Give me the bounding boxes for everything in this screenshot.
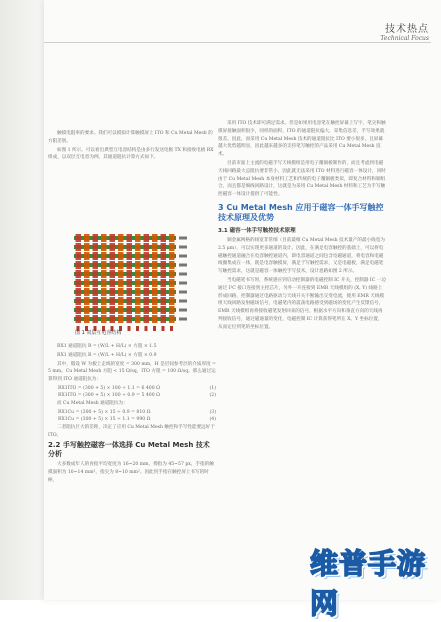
row-label-mark	[179, 318, 187, 321]
rx-electrode-cell	[76, 279, 82, 287]
equation	[48, 385, 216, 393]
rx-electrode-cell	[169, 297, 175, 305]
rx-electrode-cell	[144, 270, 150, 278]
row-label-mark	[179, 237, 187, 240]
paragraph: 二者阻抗巨大的差距，决定了应用 Cu Metal Mesh 触控和手写性能要远好于 ITO。	[48, 424, 215, 438]
rx-electrode-cell	[110, 306, 116, 314]
rx-electrode-cell	[93, 297, 99, 305]
rx-electrode-cell	[93, 234, 99, 242]
rx-electrode-cell	[93, 261, 99, 269]
column-label-mark	[136, 326, 139, 331]
rx-electrode-cell	[135, 234, 141, 242]
rx-electrode-cell	[144, 243, 150, 251]
rx-electrode-cell	[152, 297, 158, 305]
paragraph: 铜金属网格的线宽非常细（目前最细 Cu Metal Mesh 技术量产的最小线宽为 2.5 μm），可以实现更多通道的设计。因此，在满足电容触控的基础上，可以将电磁触控通道融合在电容触控通道内，即电容通道之间包含电磁通道，将电容和电磁线圈集成在一体，既是电容触摸屏，满足于写触控需求，又是电磁板，满足电磁笔写触控需求，这就是磁容一体触控手写技术，设计思路如图 2 所示。	[218, 237, 385, 275]
rx-electrode-cell	[101, 315, 107, 323]
rx-electrode-cell	[161, 243, 167, 251]
rx-electrode-cell	[127, 252, 133, 260]
paragraph: 当电磁笔书写时，系统感应到启动控制器的电磁控制 IC 开关，控制器 IC 一边通过 I²C 接口连接到主控芯片，另外一开连接到 EMR 天线模组的 (X, Y) 线路上形成回路，控制器通过电路驱动与天线开关不断输出交变电流，使用 EMR 天线模组天线回路发射磁场信号，电磁笔内的震荡电路感受到磁场的变化产生反馈信号，EMR 天线模组再将接收磁笔发射回来的信号，根据水平方向和垂直方向的天线再判接收信号，通过磁通量的变化，电磁控制 IC 计算获得笔所在 X、Y 坐标位置，从而定位到笔的坐标位置。	[218, 277, 386, 330]
rx-electrode-cell	[127, 234, 133, 242]
rx-electrode-cell	[152, 261, 158, 269]
rx-electrode-cell	[135, 288, 141, 296]
rx-electrode-cell	[161, 252, 167, 260]
row-label-mark	[179, 291, 187, 294]
rx-electrode-cell	[118, 288, 124, 296]
rx-electrode-cell	[118, 261, 124, 269]
rx-electrode-cell	[84, 306, 90, 314]
equation-number: (1)	[209, 385, 216, 391]
rx-electrode-cell	[127, 288, 133, 296]
rx-electrode-cell	[118, 297, 124, 305]
rx-electrode-cell	[152, 279, 158, 287]
rx-electrode-cell	[110, 297, 116, 305]
rx-electrode-cell	[93, 315, 99, 323]
rx-electrode-cell	[152, 270, 158, 278]
equation-number: (3)	[209, 409, 216, 415]
equation-number: (4)	[209, 417, 216, 423]
rx-electrode-cell	[144, 252, 150, 260]
paragraph: 其中，假设 W 为板上走线的宽度 = 300 mm，H 是层间参考层的介质厚度 = 5 mm。Cu Metal Mesh 方阻 < 15 Ω/sq，ITO 方阻 = 100 Ω/sq。那么通过运算得到 ITO 通道阻抗为：	[48, 361, 216, 383]
rx-electrode-cell	[169, 243, 175, 251]
rx-electrode-cell	[110, 243, 116, 251]
row-label-mark	[179, 246, 187, 249]
rx-electrode-cell	[76, 288, 82, 296]
rx-electrode-cell	[161, 279, 167, 287]
rx-electrode-cell	[152, 243, 158, 251]
rx-electrode-cell	[110, 270, 116, 278]
rx-electrode-cell	[118, 234, 124, 242]
rx-electrode-cell	[93, 270, 99, 278]
rx-electrode-cell	[110, 315, 116, 323]
paragraph: 采用 ITO 技术即可满足需求。但是如果用电容笔在触控屏幕上写字，笔尖和触摸屏接触面积很少，同样的面积，ITO 的通道阻抗偏大，采集信息差，手写效果就很差。因此，而采用 Cu Metal Mesh 技术的通道阻抗比 ITO 要小很多，且屏幕越大优势越明显，因此越来越多的支持笔写触控的产品采用 Cu Metal Mesh 技术。	[218, 121, 386, 158]
rx-electrode-cell	[161, 261, 167, 269]
rx-electrode-cell	[152, 234, 158, 242]
rx-electrode-cell	[169, 288, 175, 296]
left-column	[48, 130, 216, 163]
rx-electrode-cell	[161, 288, 167, 296]
rx-electrode-cell	[84, 315, 90, 323]
rx-electrode-cell	[152, 315, 158, 323]
row-label-mark	[179, 309, 187, 312]
rx-electrode-cell	[76, 252, 82, 260]
rx-electrode-cell	[110, 288, 116, 296]
header-rule	[44, 42, 431, 43]
paragraph: 触摸电阻率的要求。我们可以模拟计算触摸屏上 ITO 和 Cu Metal Mesh 的方阻差别。	[48, 131, 213, 144]
rx-electrode-cell	[84, 279, 90, 287]
header-subtitle: Technical Focus	[380, 35, 429, 42]
subsection-heading: 3.1 磁容一体手写触控技术原理	[218, 227, 296, 234]
watermark-logo: 维普手游网	[310, 547, 427, 620]
rx-electrode-cell	[118, 315, 124, 323]
row-label-mark	[179, 273, 187, 276]
rx-electrode-cell	[101, 288, 107, 296]
rx-electrode-cell	[144, 234, 150, 242]
rx-electrode-cell	[84, 252, 90, 260]
header-title: 技术热点	[385, 24, 429, 35]
rx-electrode-cell	[135, 252, 141, 260]
rx-electrode-cell	[76, 270, 82, 278]
column-label-mark	[162, 326, 165, 331]
rx-electrode-cell	[169, 234, 175, 242]
rx-electrode-cell	[169, 279, 175, 287]
rx-electrode-cell	[127, 270, 133, 278]
rx-electrode-cell	[110, 261, 116, 269]
left-column-lower	[48, 343, 216, 486]
rx-electrode-cell	[161, 297, 167, 305]
equation	[48, 392, 216, 400]
rx-electrode-cell	[144, 288, 150, 296]
rx-electrode-cell	[127, 297, 133, 305]
section-heading: 3 Cu Metal Mesh 应用于磁容一体手写触控技术原理及优势	[218, 202, 384, 222]
rx-electrode-cell	[127, 315, 133, 323]
row-label-mark	[179, 300, 187, 303]
row-label-mark	[179, 255, 187, 258]
rx-electrode-cell	[144, 279, 150, 287]
rx-electrode-cell	[135, 297, 141, 305]
rx-electrode-cell	[118, 243, 124, 251]
rx-electrode-cell	[118, 306, 124, 314]
rx-electrode-cell	[135, 261, 141, 269]
rx-electrode-cell	[127, 306, 133, 314]
equation	[48, 409, 216, 417]
rx-electrode-cell	[169, 306, 175, 314]
rx-electrode-cell	[144, 297, 150, 305]
rx-electrode-cell	[127, 279, 133, 287]
equation-expr: RX1Cu = (300 + 5) × 15 ÷ 0.9 = 810 Ω	[58, 409, 151, 415]
rx-electrode-cell	[118, 270, 124, 278]
rx-electrode-cell	[101, 306, 107, 314]
figure-caption: 图 1 双层互电容结构	[75, 330, 122, 336]
rx-electrode-cell	[135, 243, 141, 251]
rx-electrode-cell	[101, 243, 107, 251]
equation-expr: RX1ITO = (300 + 5) × 100 ÷ 1.1 = 6 400 Ω	[58, 385, 160, 391]
rx-electrode-cell	[84, 297, 90, 305]
rx-electrode-cell	[84, 270, 90, 278]
rx-electrode-cell	[76, 243, 82, 251]
equation-expr: RX1Cu = (300 + 5) × 15 ÷ 1.1 = 990 Ω	[58, 417, 151, 423]
rx-electrode-cell	[110, 279, 116, 287]
paragraph: 而 Cu Metal Mesh 通道阻抗为：	[57, 400, 128, 406]
rx-electrode-cell	[101, 297, 107, 305]
rx-electrode-cell	[84, 261, 90, 269]
rx-electrode-cell	[152, 252, 158, 260]
column-label-mark	[128, 326, 131, 331]
rx-electrode-cell	[144, 315, 150, 323]
paragraph: 大多数成年人的食指平均宽度为 16~20 mm，拇指为 45~57 px，手指的触摸面积为 10~14 mm²，指尖为 8~10 mm²。因此用手指在触控屏上书写的时候，	[48, 462, 214, 483]
rx-electrode-cell	[118, 279, 124, 287]
rx-electrode-cell	[169, 252, 175, 260]
rx-electrode-cell	[169, 270, 175, 278]
rx-electrode-cell	[118, 252, 124, 260]
row-label-mark	[179, 264, 187, 267]
rx-electrode-cell	[101, 270, 107, 278]
rx-electrode-cell	[152, 288, 158, 296]
rx-electrode-cell	[101, 252, 107, 260]
rx-electrode-cell	[152, 306, 158, 314]
rx-electrode-cell	[93, 306, 99, 314]
rx-electrode-cell	[135, 306, 141, 314]
rx-electrode-cell	[135, 279, 141, 287]
running-header	[380, 20, 429, 42]
rx-electrode-cell	[76, 261, 82, 269]
rx-electrode-cell	[76, 234, 82, 242]
rx-electrode-cell	[161, 234, 167, 242]
rx-electrode-cell	[93, 243, 99, 251]
rx-electrode-cell	[93, 279, 99, 287]
rx-electrode-cell	[161, 306, 167, 314]
paragraph: RX1 通道阻抗 R = (W/L + H/L) × 方阻 × 0.9	[57, 352, 157, 358]
rx-electrode-cell	[144, 261, 150, 269]
rx-electrode-cell	[76, 306, 82, 314]
rx-electrode-cell	[76, 297, 82, 305]
column-label-mark	[153, 326, 156, 331]
paragraph: 目前市面上主流的电磁手写天线模组是用电子覆铜板制作的，而且考虑到电磁天线回路最大总阻抗要非常小，因此就无法采用 ITO 材料进行磁容一体设计，同时由于 Cu Metal Mesh 本身材料工艺和传统的电子覆铜板类似，即复合材料和铜组合，而且都是细线回路设计，这就是为采用 Cu Metal Mesh 材料和工艺为手写触控磁容一体设计提供了可能性。	[218, 160, 386, 198]
equation-expr: RX1ITO = (300 + 5) × 100 ÷ 0.9 = 5 400 Ω	[58, 393, 160, 399]
rx-electrode-cell	[144, 306, 150, 314]
rx-electrode-cell	[169, 315, 175, 323]
rx-electrode-cell	[76, 315, 82, 323]
column-label-mark	[145, 326, 148, 331]
section-heading: 2.2 手写触控磁容一体选择 Cu Metal Mesh 技术分析	[48, 441, 210, 459]
rx-electrode-cell	[135, 315, 141, 323]
rx-electrode-cell	[135, 270, 141, 278]
book-spine	[0, 0, 44, 600]
rx-electrode-cell	[127, 243, 133, 251]
equation-number: (2)	[209, 393, 216, 399]
rx-electrode-cell	[110, 252, 116, 260]
figure-mutual-capacitance-grid	[64, 228, 196, 332]
rx-electrode-cell	[169, 261, 175, 269]
row-label-mark	[179, 282, 187, 285]
rx-electrode-cell	[127, 261, 133, 269]
rx-electrode-cell	[93, 252, 99, 260]
paragraph: RX1 通道阻抗 R = (W/L + H/L) × 方阻 × 1.5	[57, 344, 157, 349]
paragraph: 如图 1 所示，可以看出典型互电容结构是由多行发送电极 TX 和接收电极 RX 组成，以双层互电容为例，其通道阻抗计算方式如下。	[48, 147, 214, 161]
rx-electrode-cell	[101, 279, 107, 287]
rx-electrode-cell	[84, 243, 90, 251]
column-label-mark	[170, 326, 173, 331]
rx-electrode-cell	[161, 315, 167, 323]
rx-electrode-cell	[110, 234, 116, 242]
rx-electrode-cell	[93, 288, 99, 296]
rx-electrode-cell	[161, 270, 167, 278]
equation	[48, 416, 216, 424]
right-column	[218, 120, 386, 333]
rx-electrode-cell	[84, 288, 90, 296]
rx-electrode-cell	[101, 234, 107, 242]
rx-electrode-cell	[84, 234, 90, 242]
rx-electrode-cell	[101, 261, 107, 269]
